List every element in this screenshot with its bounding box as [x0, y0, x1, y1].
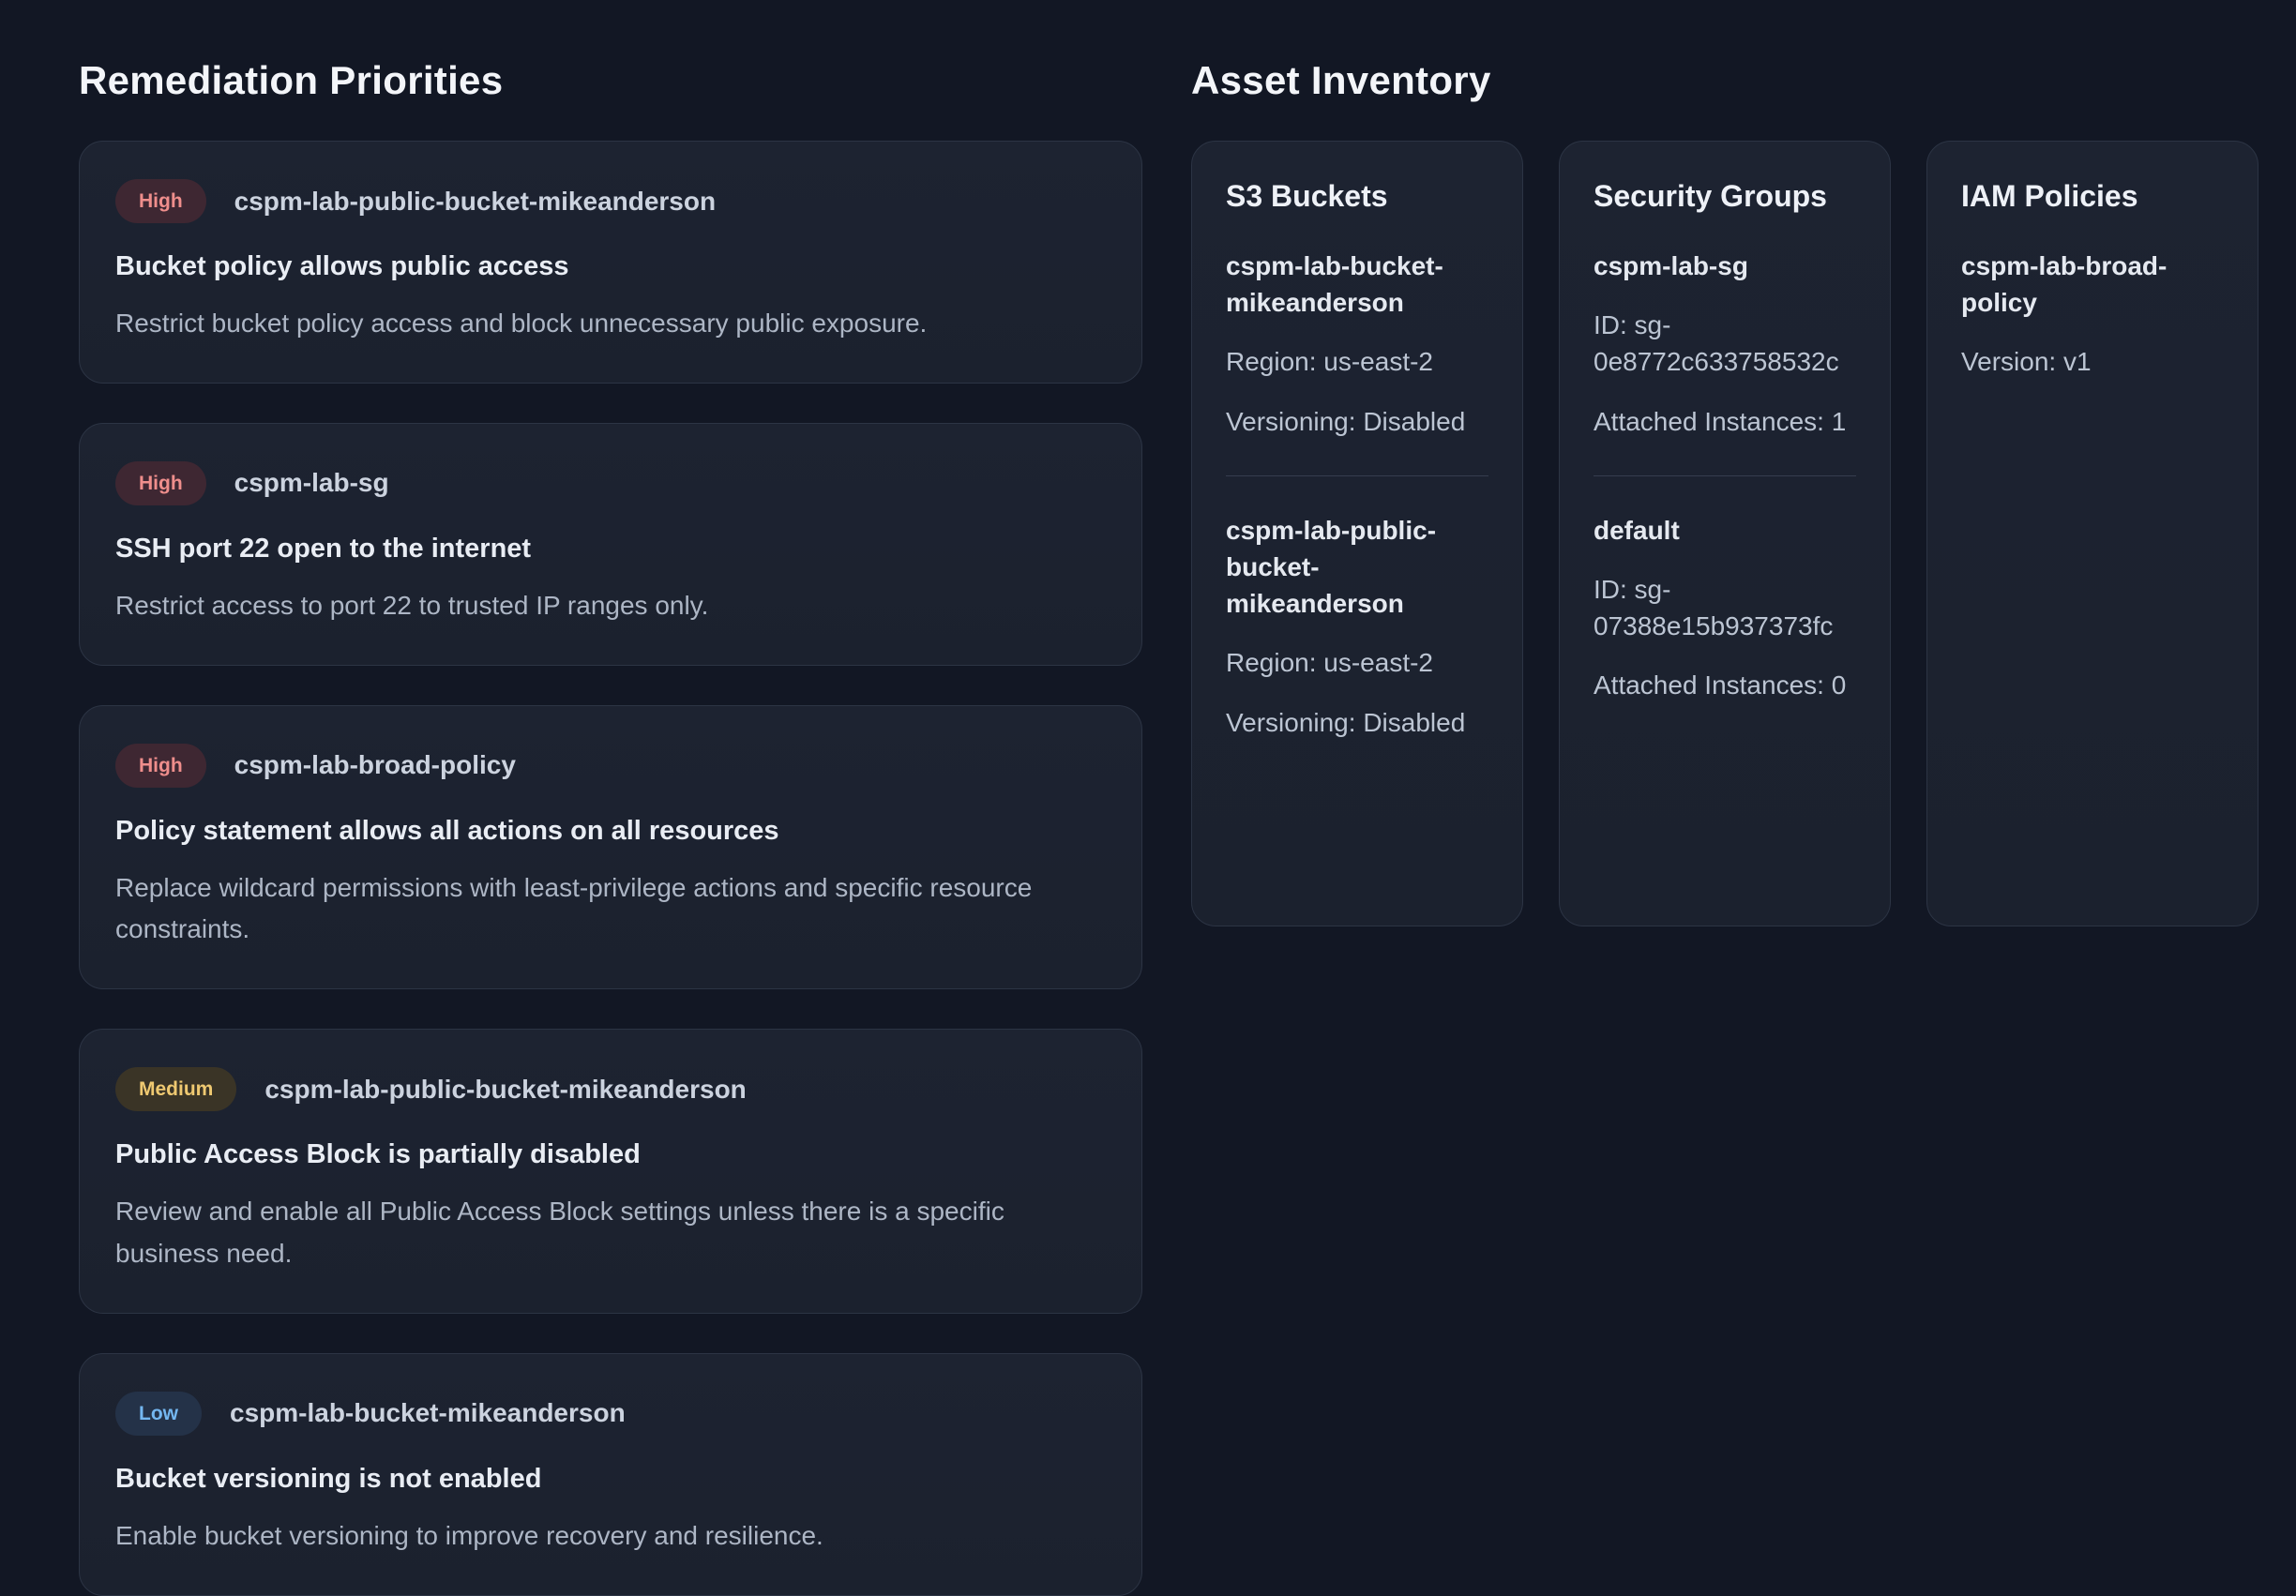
entry-divider — [1226, 475, 1488, 476]
asset-card-title: S3 Buckets — [1226, 179, 1388, 213]
asset-entry-detail: Attached Instances: 1 — [1594, 406, 1847, 436]
finding-header — [115, 1392, 1106, 1436]
finding-header — [115, 744, 1106, 788]
asset-card-title: Security Groups — [1594, 179, 1827, 213]
asset-inventory-section — [1191, 58, 2258, 1553]
asset-entry-name: cspm-lab-sg — [1594, 251, 1748, 280]
finding-recommendation: Replace wildcard permissions with least-privilege actions and specific resource constraints. — [115, 872, 1033, 944]
finding-card — [79, 1353, 1142, 1596]
finding-recommendation: Restrict bucket policy access and block unnecessary public exposure. — [115, 309, 928, 338]
asset-entry — [1594, 512, 1856, 704]
finding-title: Public Access Block is partially disabled — [115, 1139, 641, 1170]
severity-badge: High — [115, 461, 206, 505]
asset-card-security-groups — [1559, 141, 1891, 926]
severity-badge: High — [115, 179, 206, 223]
severity-badge: Medium — [115, 1067, 236, 1111]
asset-entry-name: cspm-lab-bucket-mikeanderson — [1226, 251, 1443, 318]
asset-entry-name: cspm-lab-broad-policy — [1961, 251, 2168, 318]
finding-card — [79, 1029, 1142, 1314]
asset-entry-name: cspm-lab-public-bucket-mikeanderson — [1226, 515, 1437, 619]
asset-entry — [1594, 248, 1856, 440]
finding-recommendation: Review and enable all Public Access Block settings unless there is a specific business need. — [115, 1197, 1004, 1268]
asset-card-iam-policies — [1926, 141, 2258, 926]
finding-title: Policy statement allows all actions on all resources — [115, 815, 779, 846]
asset-entry-detail: ID: sg-07388e15b937373fc — [1594, 574, 1834, 641]
asset-card-title: IAM Policies — [1961, 179, 2138, 213]
entry-divider — [1594, 475, 1856, 476]
asset-entry-detail: ID: sg-0e8772c633758532c — [1594, 310, 1839, 377]
finding-title: Bucket versioning is not enabled — [115, 1463, 542, 1494]
asset-cards — [1191, 141, 2258, 926]
finding-title: SSH port 22 open to the internet — [115, 533, 532, 564]
remediation-section — [79, 58, 1142, 1553]
asset-entry-detail: Region: us-east-2 — [1226, 347, 1434, 377]
finding-title: Bucket policy allows public access — [115, 251, 569, 281]
asset-entry — [1226, 512, 1488, 741]
asset-entry-detail: Region: us-east-2 — [1226, 648, 1434, 678]
resource-name: cspm-lab-broad-policy — [234, 750, 516, 780]
resource-name: cspm-lab-public-bucket-mikeanderson — [264, 1074, 747, 1104]
asset-entry — [1961, 248, 2224, 381]
finding-card — [79, 141, 1142, 384]
finding-card — [79, 705, 1142, 990]
asset-entry-detail: Version: v1 — [1961, 347, 2092, 377]
finding-header — [115, 179, 1106, 223]
finding-card — [79, 423, 1142, 666]
asset-entry — [1226, 248, 1488, 440]
asset-entry-detail: Versioning: Disabled — [1226, 707, 1466, 737]
severity-badge: Low — [115, 1392, 202, 1436]
asset-entry-detail: Attached Instances: 0 — [1594, 670, 1847, 700]
asset-entry-name: default — [1594, 515, 1680, 545]
asset-entry-detail: Versioning: Disabled — [1226, 406, 1466, 436]
finding-header — [115, 1067, 1106, 1111]
finding-recommendation: Enable bucket versioning to improve recovery and resilience. — [115, 1520, 823, 1550]
finding-header — [115, 461, 1106, 505]
asset-card-s3-buckets — [1191, 141, 1523, 926]
severity-badge: High — [115, 744, 206, 788]
resource-name: cspm-lab-sg — [234, 468, 389, 498]
findings-list — [79, 141, 1142, 1596]
remediation-title: Remediation Priorities — [79, 58, 504, 102]
resource-name: cspm-lab-bucket-mikeanderson — [230, 1398, 626, 1428]
finding-recommendation: Restrict access to port 22 to trusted IP ranges only. — [115, 590, 709, 620]
asset-inventory-title: Asset Inventory — [1191, 58, 1491, 102]
resource-name: cspm-lab-public-bucket-mikeanderson — [234, 186, 717, 216]
